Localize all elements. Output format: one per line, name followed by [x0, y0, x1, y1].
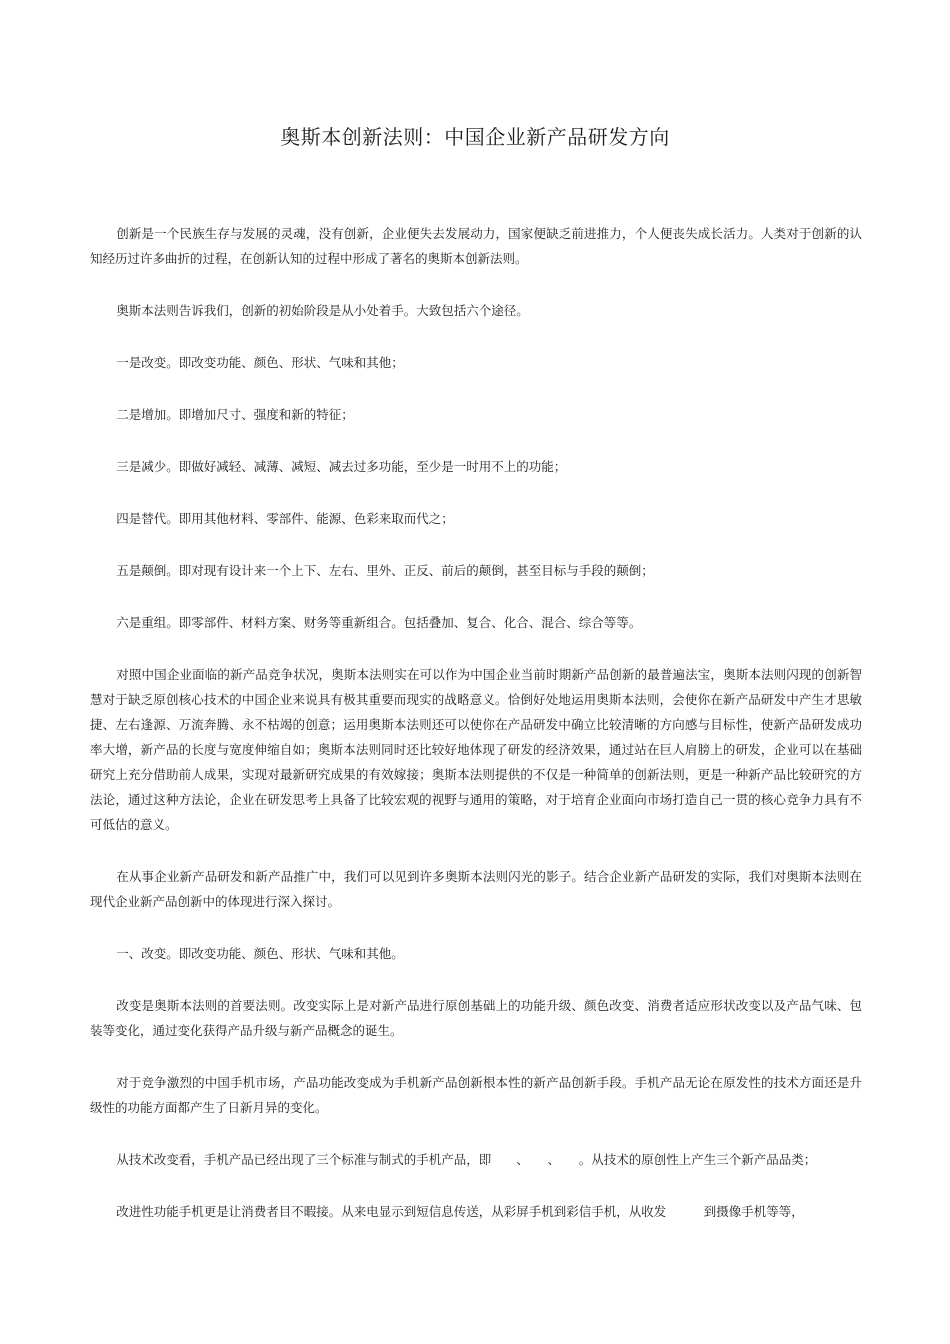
- paragraph-significance: 对照中国企业面临的新产品竞争状况，奥斯本法则实在可以作为中国企业当前时期新产品创新的最普遍法宝，奥斯本法则闪现的创新智慧对于缺乏原创核心技术的中国企业来说具有极其重要而现实的战略意义。恰倒好处地运用奥斯本法则，会使你在新产品研发中产生才思敏捷、左右逢源、万流奔腾、永不枯竭的创意；运用奥斯本法则还可以使你在产品研发中确立比较清晰的方向感与目标性，使新产品研发成功率大增，新产品的长度与宽度伸缩自如；奥斯本法则同时还比较好地体现了研发的经济效果，通过站在巨人肩膀上的研发，企业可以在基础研究上充分借助前人成果，实现对最新研究成果的有效嫁接；奥斯本法则提供的不仅是一种简单的创新法则，更是一种新产品比较研究的方法论，通过这种方法论，企业在研发思考上具备了比较宏观的视野与通用的策略，对于培育企业面向市场打造自己一贯的核心竞争力具有不可低估的意义。: [90, 667, 862, 832]
- paragraph-way-2: 二是增加。即增加尺寸、强度和新的特征；: [116, 407, 354, 422]
- paragraph-way-3: 三是减少。即做好减轻、减薄、减短、减去过多功能，至少是一时用不上的功能；: [116, 459, 567, 474]
- paragraph-six-ways: 奥斯本法则告诉我们，创新的初始阶段是从小处着手。大致包括六个途径。: [116, 303, 529, 318]
- paragraph-way-1: 一是改变。即改变功能、颜色、形状、气味和其他；: [116, 355, 404, 370]
- paragraph-mobile-market: 对于竞争激烈的中国手机市场，产品功能改变成为手机新产品创新根本性的新产品创新手段。手机产品无论在原发性的技术方面还是升级性的功能方面都产生了日新月异的变化。: [90, 1075, 862, 1115]
- paragraph-improved-features: 改进性功能手机更是让消费者目不暇接。从来电显示到短信息传送，从彩屏手机到彩信手机，从收发 到摄像手机等等，: [116, 1204, 804, 1219]
- section-heading-change: 一、改变。即改变功能、颜色、形状、气味和其他。: [116, 946, 404, 961]
- paragraph-intro: 创新是一个民族生存与发展的灵魂，没有创新，企业便失去发展动力，国家便缺乏前进推力，个人便丧失成长活力。人类对于创新的认知经历过许多曲折的过程，在创新认知的过程中形成了著名的奥斯本创新法则。: [90, 226, 862, 266]
- paragraph-practice: 在从事企业新产品研发和新产品推广中，我们可以见到许多奥斯本法则闪光的影子。结合企业新产品研发的实际，我们对奥斯本法则在现代企业新产品创新中的体现进行深入探讨。: [90, 869, 862, 909]
- paragraph-way-5: 五是颠倒。即对现有设计来一个上下、左右、里外、正反、前后的颠倒，甚至目标与手段的颠倒；: [116, 563, 654, 578]
- paragraph-technology-change: 从技术改变看，手机产品已经出现了三个标准与制式的手机产品，即 、 、 。从技术的原创性上产生三个新产品品类；: [116, 1152, 817, 1167]
- paragraph-change-rule: 改变是奥斯本法则的首要法则。改变实际上是对新产品进行原创基础上的功能升级、颜色改变、消费者适应形状改变以及产品气味、包装等变化，通过变化获得产品升级与新产品概念的诞生。: [90, 998, 862, 1038]
- document-title: 奥斯本创新法则：中国企业新产品研发方向: [280, 125, 670, 149]
- paragraph-way-4: 四是替代。即用其他材料、零部件、能源、色彩来取而代之；: [116, 511, 454, 526]
- paragraph-way-6: 六是重组。即零部件、材料方案、财务等重新组合。包括叠加、复合、化合、混合、综合等等。: [116, 615, 642, 630]
- document-body: [90, 221, 862, 1251]
